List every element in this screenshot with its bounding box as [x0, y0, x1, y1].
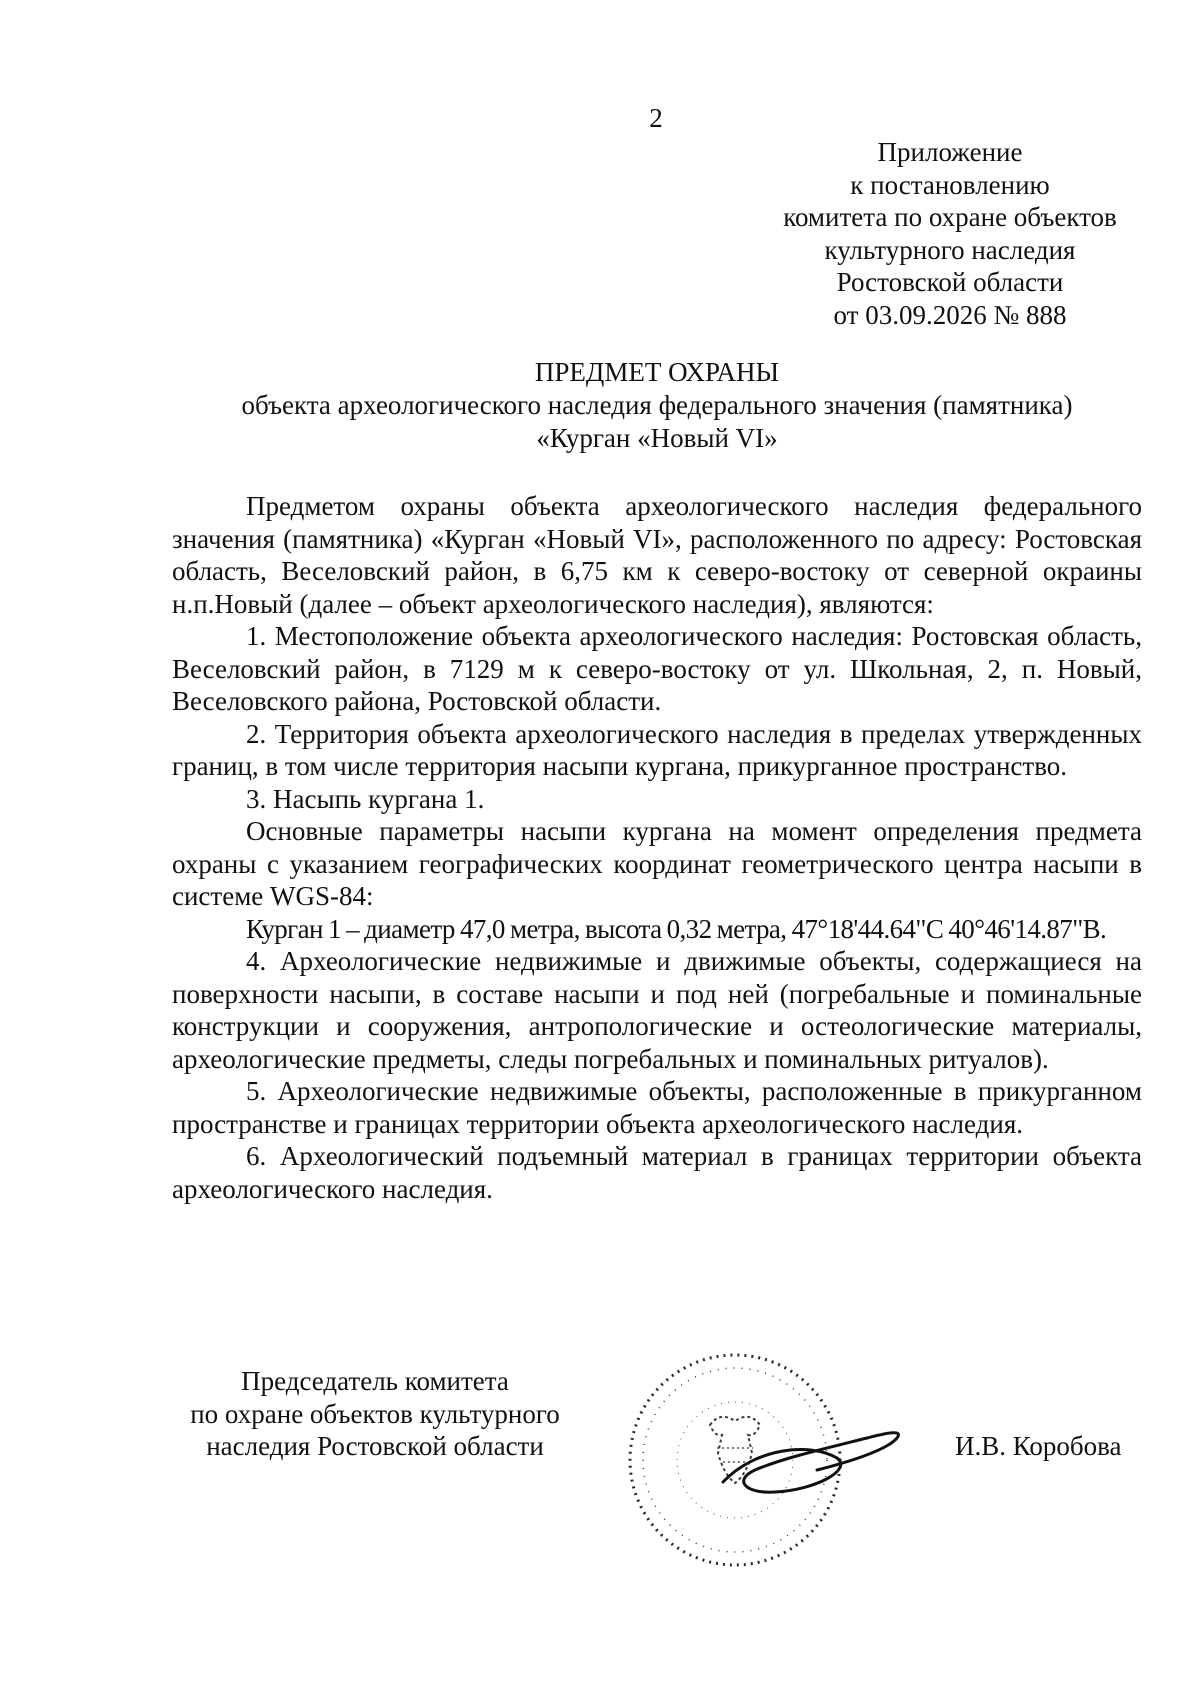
approval-block [740, 136, 1160, 331]
title-subheading: объекта археологического наследия федерального значения (памятника) [241, 390, 1073, 420]
approval-line: комитета по охране объектов [783, 202, 1117, 232]
approval-line: культурного наследия [824, 234, 1076, 265]
seal-and-signature [605, 1330, 945, 1600]
approval-line: Приложение [877, 137, 1023, 167]
mound-coordinates: Курган 1 – диаметр 47,0 метра, высота 0,32 метра, 47°18'44.64"С 40°46'14.87"В. [246, 913, 1107, 944]
intro-paragraph: Предметом охраны объекта археологического наследия федерального значения (памятника) «Курган «Новый VI», расположенного по адресу: Ростовская область, Веселовский район, в 6,75 км к северо-востоку от северной окраины н.п.Новый (далее – объект археологического наследия), являются: [172, 491, 1142, 619]
title-heading: ПРЕДМЕТ ОХРАНЫ [534, 357, 780, 387]
mound-parameters-paragraph: Основные параметры насыпи кургана на момент определения предмета охраны с указанием географических координат геометрического центра насыпи в системе WGS-84: [172, 816, 1142, 911]
signer-position-line: по охране объектов культурного [190, 1398, 560, 1429]
item-2-territory: 2. Территория объекта археологического наследия в пределах утвержденных границ, в том числе территория насыпи кургана, прикурганное пространство. [172, 718, 1142, 781]
item-3-mound: 3. Насыпь кургана 1. [246, 783, 485, 814]
page-number: 2 [649, 103, 663, 133]
approval-date-line: от 03.09.2026 № 888 [833, 299, 1067, 330]
signer-position-line: наследия Ростовской области [206, 1431, 544, 1461]
document-body [172, 490, 1142, 1205]
item-5-objects: 5. Археологические недвижимые объекты, расположенные в прикурганном пространстве и границах территории объекта археологического наследия. [172, 1076, 1142, 1139]
signer-position-line: Председатель комитета [241, 1366, 509, 1396]
handwritten-signature [723, 1433, 898, 1492]
signer-name: И.В. Коробова [955, 1431, 1122, 1461]
signer-position [160, 1365, 590, 1463]
item-1-location: 1. Местоположение объекта археологического наследия: Ростовская область, Веселовский район, в 7129 м к северо-востоку от ул. Школьная, 2, п. Новый, Веселовского района, Ростовской области. [172, 621, 1142, 716]
approval-line: к постановлению [850, 169, 1050, 200]
approval-line: Ростовской области [836, 267, 1064, 297]
official-seal-image [630, 1355, 840, 1565]
item-6-material: 6. Археологический подъемный материал в границах территории объекта археологического наследия. [172, 1141, 1142, 1204]
item-4-objects: 4. Археологические недвижимые и движимые объекты, содержащиеся на поверхности насыпи, в составе насыпи и под ней (погребальные и поминальные конструкции и сооружения, антропологические и остеологические материалы, археологические предметы, следы погребальных и поминальных ритуалов). [172, 946, 1142, 1074]
document-title [172, 356, 1142, 455]
title-object-name: «Курган «Новый VI» [536, 423, 778, 453]
